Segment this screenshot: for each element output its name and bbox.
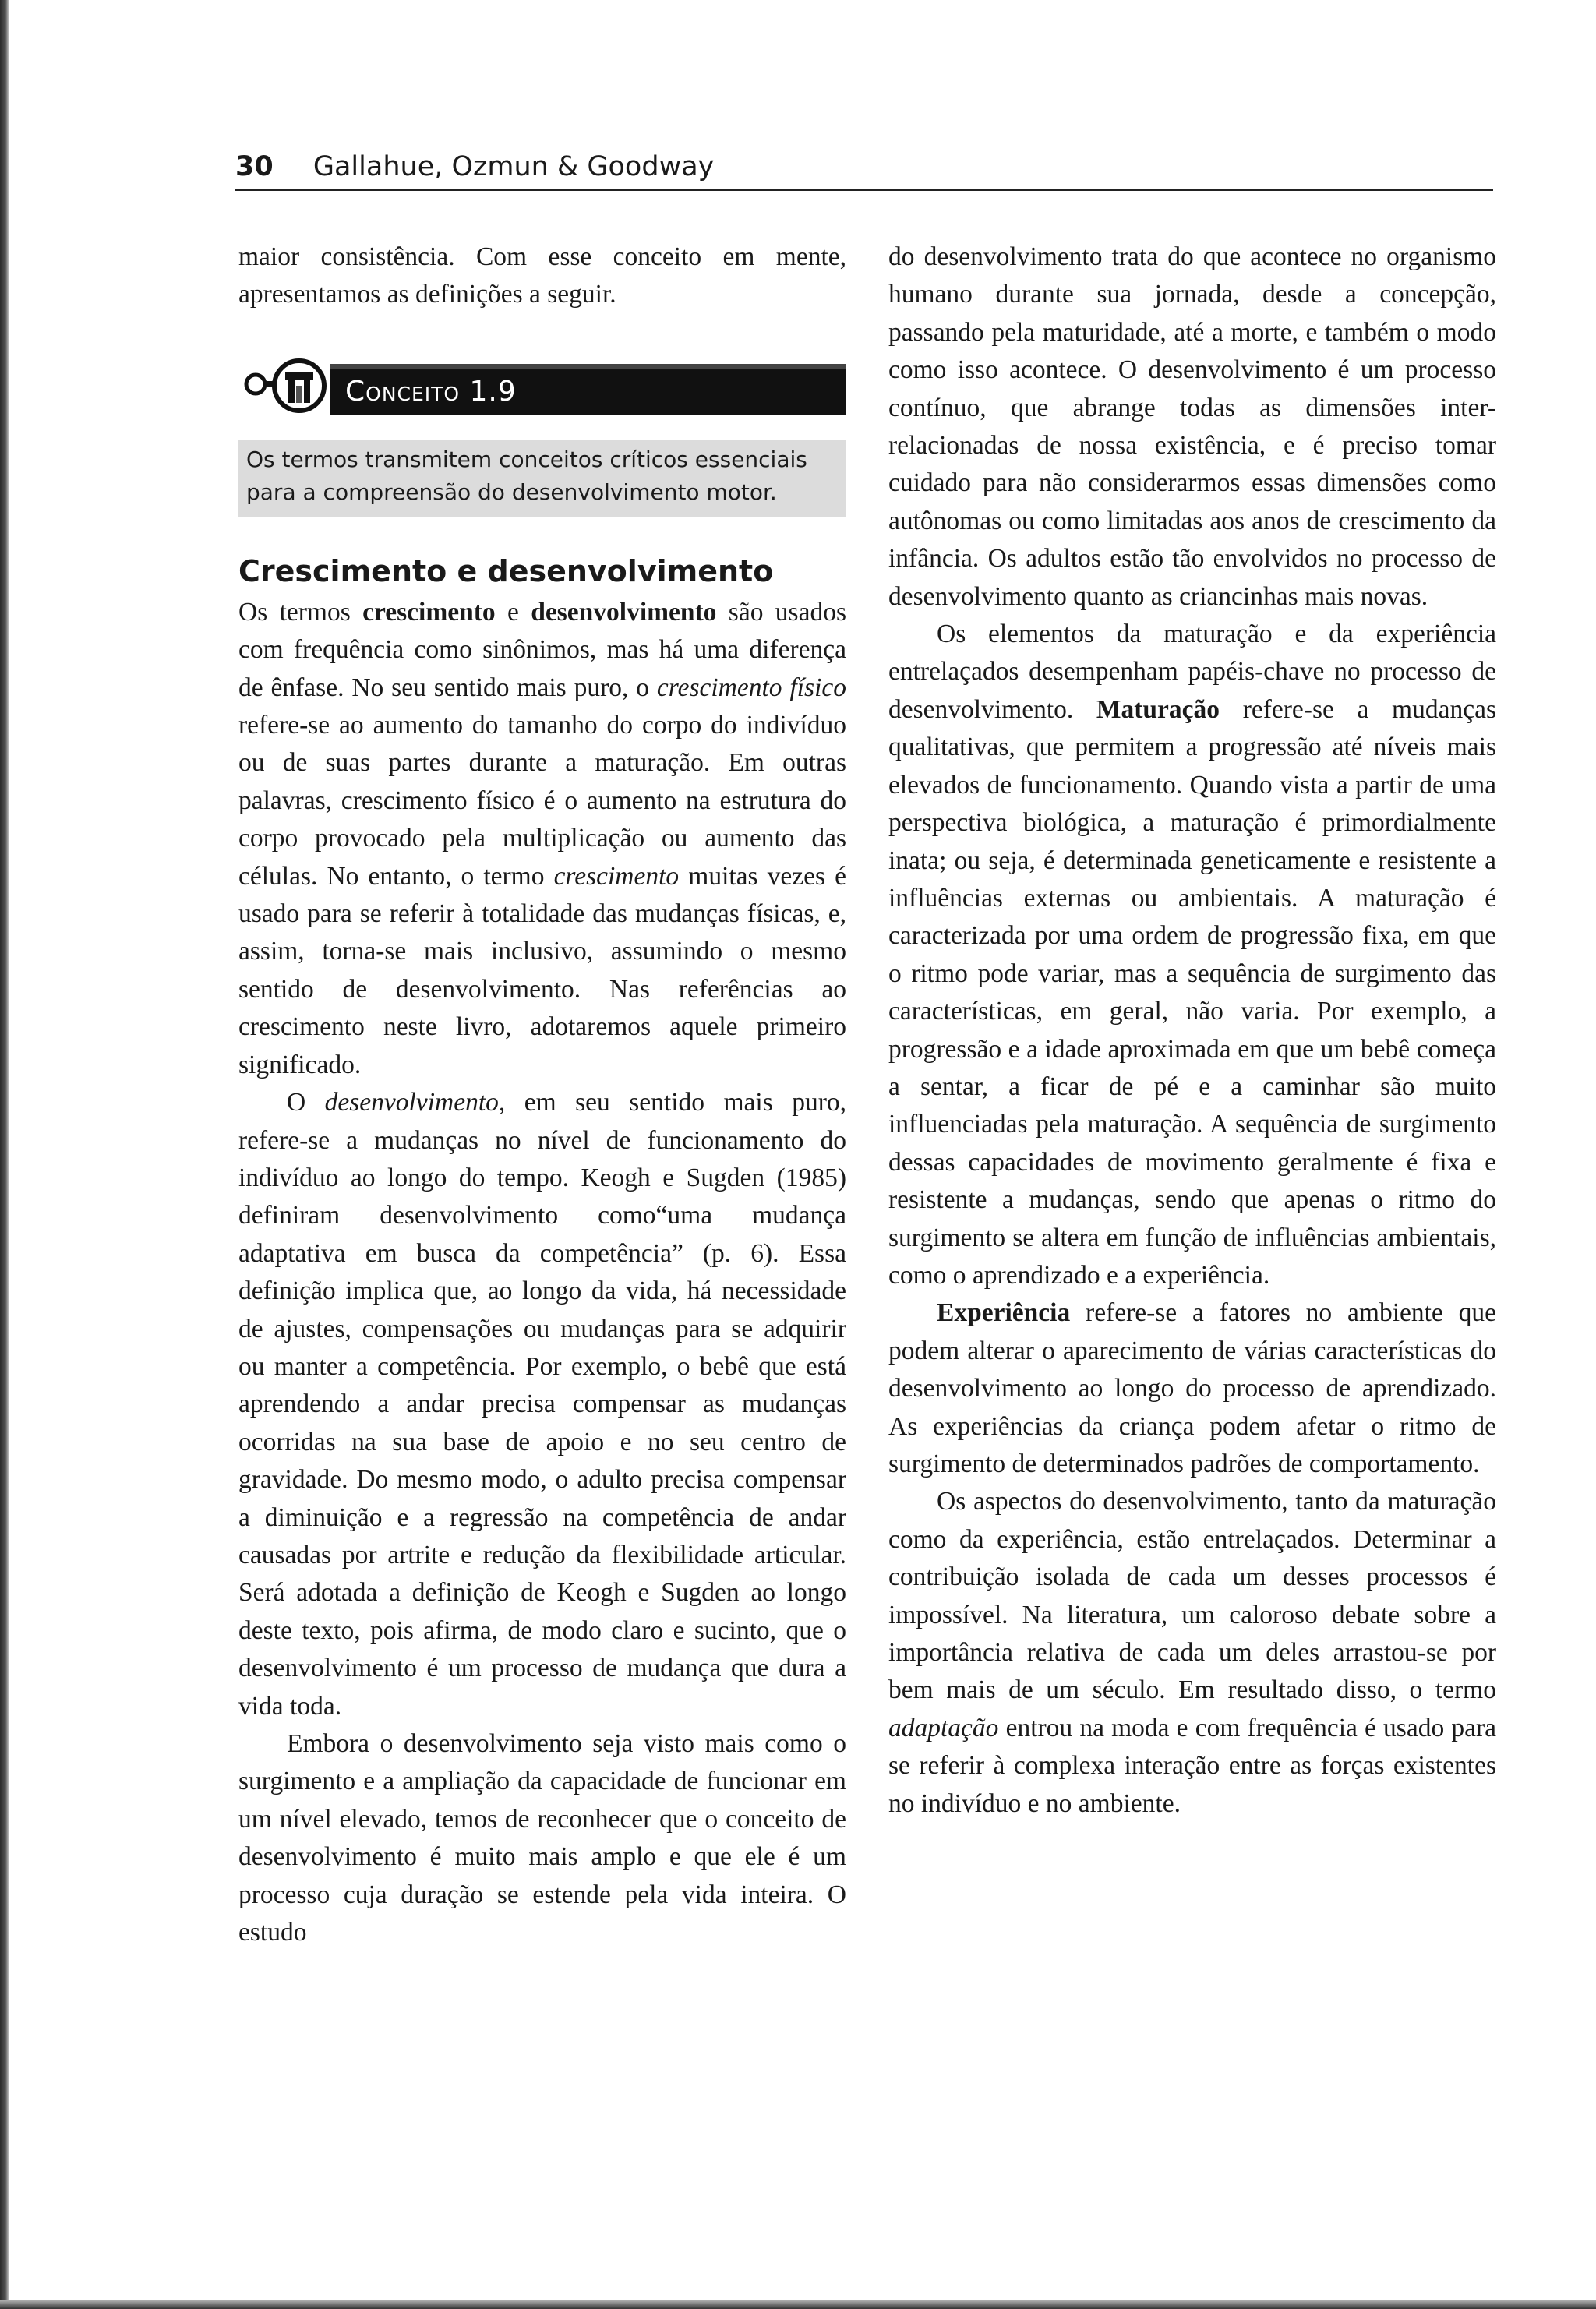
section-heading: Crescimento e desenvolvimento	[238, 553, 774, 588]
paragraph-growth: Os termos crescimento e desenvolvimento são usados com frequência como sinônimos, mas há uma diferença de ênfase. No seu sentido mais puro, o crescimento físico refere-se ao aumento do tamanho do corpo do indivíduo ou de suas partes durante a maturação. Em outras palavras, crescimento físico é o aumento na estrutura do corpo provocado pela multiplicação ou aumento das células. No entanto, o termo crescimento muitas vezes é usado para se referir à totalidade das mudanças físicas, e, assim, torna-se mais inclusivo, assumindo o mesmo sentido de desenvolvimento. Nas referências ao crescimento neste livro, adotaremos aquele primeiro significado.	[238, 597, 846, 1079]
paragraph-experience: Experiência refere-se a fatores no ambiente que podem alterar o aparecimento de várias características do desenvolvimento ao longo do processo de aprendizado. As experiências da criança podem afetar o ritmo de surgimento de determinados padrões de comportamento.	[888, 1298, 1496, 1478]
intro-paragraph: maior consistência. Com esse conceito em mente, apresentamos as definições a seguir.	[238, 242, 846, 309]
scan-edge-bottom	[0, 2300, 1596, 2309]
running-header	[235, 148, 1493, 191]
paragraph-development: O desenvolvimento, em seu sentido mais puro, refere-se a mudanças no nível de funcionamento do indivíduo ao longo do tempo. Keogh e Sugden (1985) definiram desenvolvimento como“uma mudança adaptativa em busca da competência” (p. 6). Essa definição implica que, ao longo da vida, há necessidade de ajustes, compensações ou mudanças para se adquirir ou manter a competência. Por exemplo, o bebê que está aprendendo a andar precisa compensar as mudanças ocorridas na sua base de apoio e no seu centro de gravidade. Do mesmo modo, o adulto precisa compensar a diminuição e a regressão na competência de andar causadas por artrite e redução da flexibilidade articular. Será adotada a definição de Keogh e Sugden ao longo deste texto, pois afirma, de modo claro e sucinto, que o desenvolvimento é um processo de mudança que dura a vida toda.	[238, 1088, 846, 1721]
paragraph-lifespan: Embora o desenvolvimento seja visto mais como o surgimento e a ampliação da capacidade de funcionar em um nível elevado, temos de reconhecer que o conceito de desenvolvimento é muito mais amplo e que ele é um processo cuja duração se estende pela vida inteira. O estudo	[238, 1729, 846, 1947]
paragraph-adaptation: Os aspectos do desenvolvimento, tanto da maturação como da experiência, estão entrelaçados. Determinar a contribuição isolada de cada um desses processos é impossível. Na literatura, um caloroso debate sobre a importância relativa de cada um deles arrastou-se por bem mais de um século. Em resultado disso, o termo adaptação entrou na moda e com frequência é usado para se referir à complexa interação entre as forças existentes no indivíduo e no ambiente.	[888, 1487, 1496, 1818]
key-icon	[238, 355, 330, 417]
running-header-authors: Gallahue, Ozmun & Goodway	[312, 151, 715, 182]
concept-title: Conceito 1.9	[345, 375, 517, 408]
scan-edge-left	[0, 0, 9, 2309]
page-number: 30	[235, 151, 274, 182]
right-column	[888, 238, 1496, 1823]
paragraph-continuation: do desenvolvimento trata do que acontece no organismo humano durante sua jornada, desde a concepção, passando pela maturidade, até a morte, e também o modo como isso acontece. O desenvolvimento é um processo contínuo, que abrange todas as dimensões inter-relacionadas de nossa existência, e é preciso tomar cuidado para não considerarmos essas dimensões como autônomas ou como limitadas aos anos de crescimento da infância. Os adultos estão tão envolvidos no processo de desenvolvimento quanto as criancinhas mais novas.	[888, 242, 1496, 611]
concept-title-bar	[330, 364, 846, 415]
concept-body: Os termos transmitem conceitos críticos essenciais para a compreensão do desenvolvimento motor.	[238, 440, 846, 517]
concept-box	[238, 355, 846, 514]
left-column	[238, 238, 846, 1951]
paragraph-maturation: Os elementos da maturação e da experiência entrelaçados desempenham papéis-chave no processo de desenvolvimento. Maturação refere-se a mudanças qualitativas, que permitem a progressão até níveis mais elevados de funcionamento. Quando vista a partir de uma perspectiva biológica, a maturação é primordialmente inata; ou seja, é determinada geneticamente e resistente a influências externas ou ambientais. A maturação é caracterizada por uma ordem de progressão fixa, em que o ritmo pode variar, mas a sequência de surgimento das características, em geral, não varia. Por exemplo, a progressão e a idade aproximada em que um bebê começa a sentar, a ficar de pé e a caminhar são muito influenciadas pela maturação. A sequência de surgimento dessas capacidades de movimento geralmente é fixa e resistente a mudanças, sendo que apenas o ritmo do surgimento se altera em função de influências ambientais, como o aprendizado e a experiência.	[888, 620, 1496, 1290]
